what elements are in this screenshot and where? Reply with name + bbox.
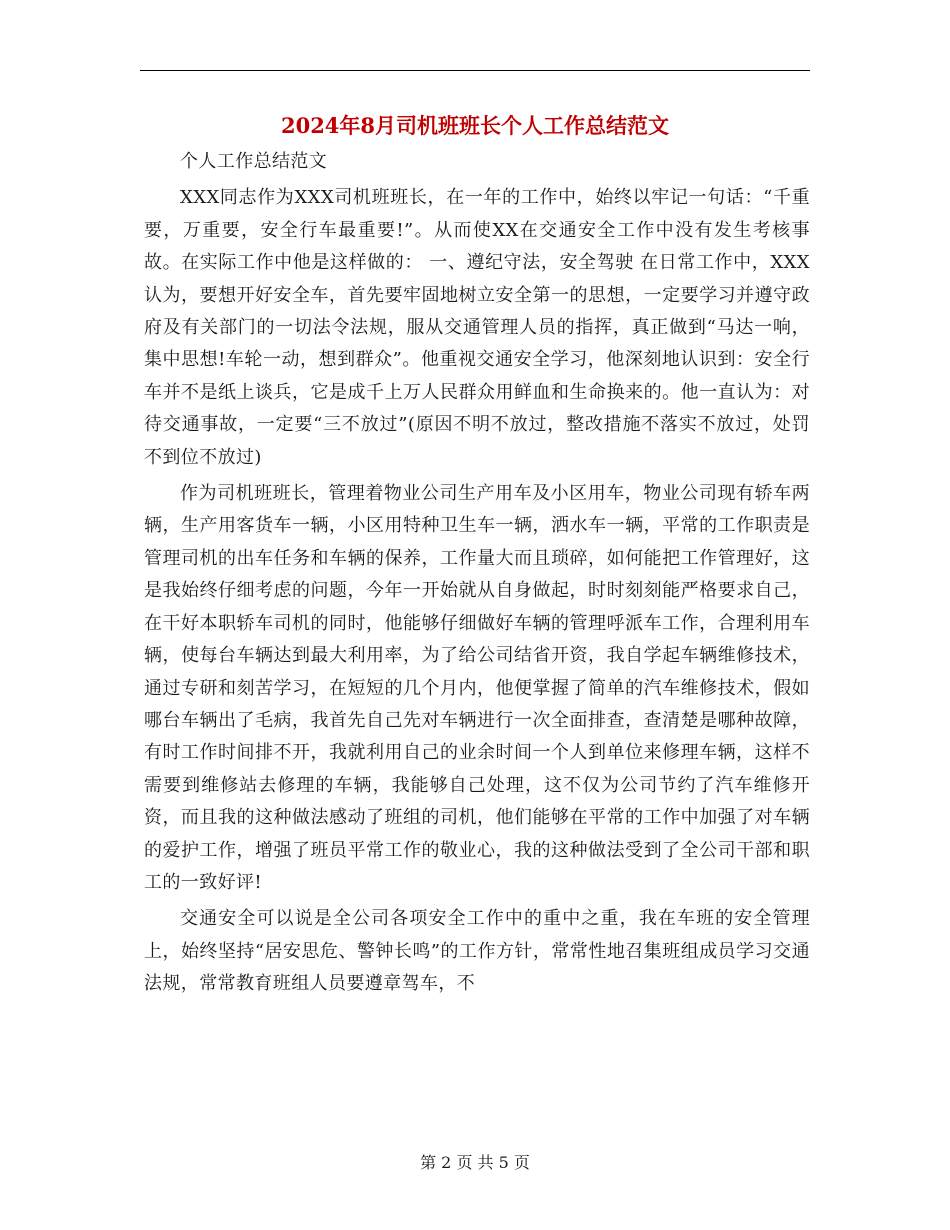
paragraph: XXX同志作为XXX司机班班长，在一年的工作中，始终以牢记一句话：“千重要，万重要，安全行车最重要!”。从而使XX在交通安全工作中没有发生考核事故。在实际工作中他是这样做的： 一、遵纪守法，安全驾驶 在日常工作中，XXX认为，要想开好安全车，首先要牢固地树立安全第一的思想，一定要学习并遵守政府及有关部门的一切法令法规，服从交通管理人员的指挥，真正做到“马达一响，集中思想!车轮一动，想到群众”。他重视交通安全学习，他深刻地认识到：安全行车并不是纸上谈兵，它是成千上万人民群众用鲜血和生命换来的。他一直认为：对待交通事故，一定要“三不放过”(原因不明不放过，整改措施不落实不放过，处罚不到位不放过): [144, 187, 810, 468]
header-rule: [140, 70, 810, 71]
document-title: 2024年8月司机班班长个人工作总结范文: [280, 113, 670, 138]
paragraph: 交通安全可以说是全公司各项安全工作中的重中之重，我在车班的安全管理上，始终坚持“居安思危、警钟长鸣”的工作方针，常常性地召集班组成员学习交通法规，常常教育班组人员要遵章驾车，不: [144, 908, 810, 995]
paragraph-subtitle: 个人工作总结范文: [180, 151, 328, 172]
paragraph: 作为司机班班长，管理着物业公司生产用车及小区用车，物业公司现有轿车两辆，生产用客货车一辆，小区用特种卫生车一辆，洒水车一辆，平常的工作职责是管理司机的出车任务和车辆的保养，工作量大而且琐碎，如何能把工作管理好，这是我始终仔细考虑的问题，今年一开始就从自身做起，时时刻刻能严格要求自己，在干好本职轿车司机的同时，他能够仔细做好车辆的管理呼派车工作，合理利用车辆，使每台车辆达到最大利用率，为了给公司结省开资，我自学起车辆维修技术，通过专研和刻苦学习，在短短的几个月内，他便掌握了简单的汽车维修技术，假如哪台车辆出了毛病，我首先自己先对车辆进行一次全面排查，查清楚是哪种故障，有时工作时间排不开，我就利用自己的业余时间一个人到单位来修理车辆，这样不需要到维修站去修理的车辆，我能够自己处理，这不仅为公司节约了汽车维修开资，而且我的这种做法感动了班组的司机，他们能够在平常的工作中加强了对车辆的爱护工作，增强了班员平常工作的敬业心，我的这种做法受到了全公司干部和职工的一致好评!: [144, 483, 810, 893]
page-number-footer: 第 2 页 共 5 页: [420, 1153, 530, 1172]
document-body: [144, 146, 810, 1001]
